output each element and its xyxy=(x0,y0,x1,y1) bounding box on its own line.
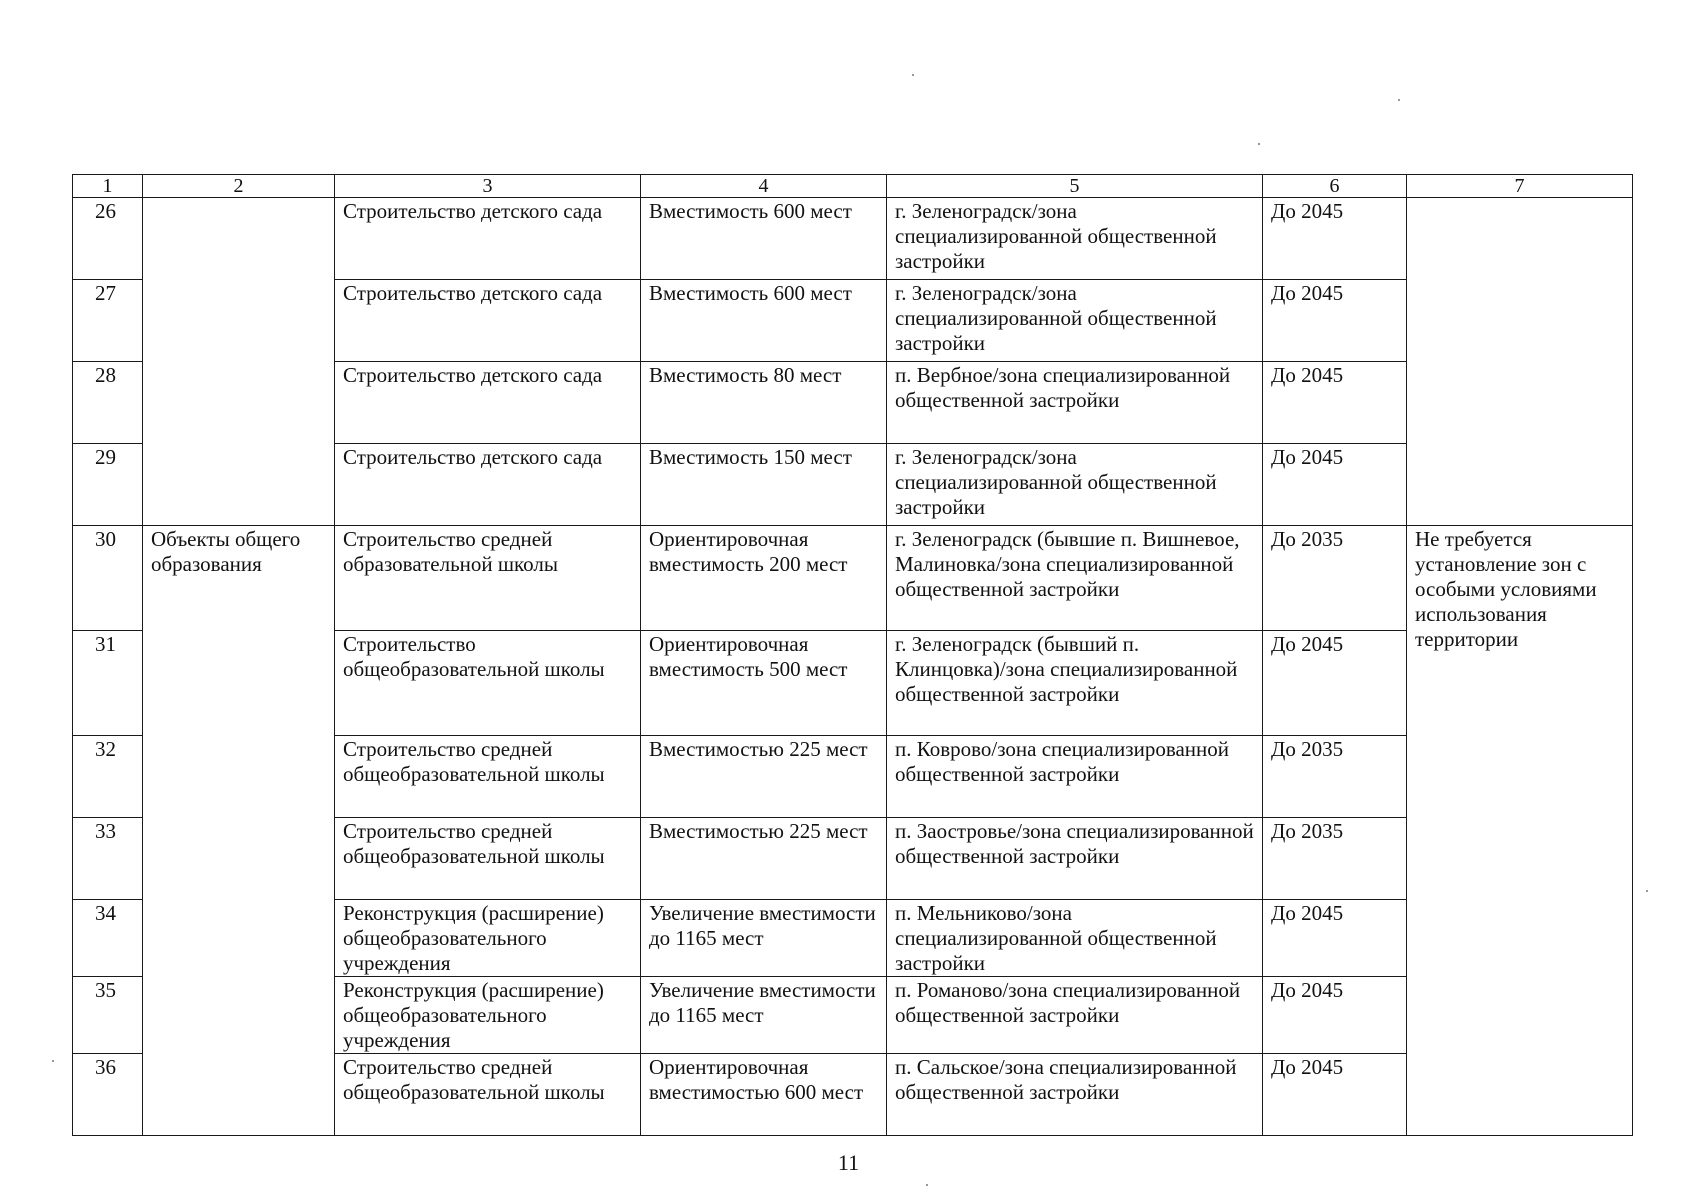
scan-speck xyxy=(1646,890,1648,892)
note-cell-preschool xyxy=(1407,198,1633,526)
row-number: 28 xyxy=(73,362,143,444)
capacity-cell: Вместимостью 225 мест xyxy=(641,736,887,818)
scan-speck xyxy=(52,1060,54,1062)
capacity-cell: Ориентировочная вместимостью 600 мест xyxy=(641,1054,887,1136)
deadline-cell: До 2045 xyxy=(1263,1054,1407,1136)
location-cell: п. Заостровье/зона специализированной общественной застройки xyxy=(887,818,1263,900)
object-name-cell: Строительство средней общеобразовательной школы xyxy=(335,1054,641,1136)
scan-speck xyxy=(912,74,914,76)
capacity-cell: Ориентировочная вместимость 500 мест xyxy=(641,631,887,736)
row-number: 36 xyxy=(73,1054,143,1136)
object-name-cell: Строительство детского сада xyxy=(335,280,641,362)
capacity-cell: Вместимость 150 мест xyxy=(641,444,887,526)
capacity-cell: Вместимость 80 мест xyxy=(641,362,887,444)
object-name-cell: Строительство детского сада xyxy=(335,362,641,444)
deadline-cell: До 2035 xyxy=(1263,736,1407,818)
row-number: 33 xyxy=(73,818,143,900)
column-header: 3 xyxy=(335,175,641,198)
column-header: 7 xyxy=(1407,175,1633,198)
object-name-cell: Строительство средней общеобразовательной школы xyxy=(335,736,641,818)
column-header: 6 xyxy=(1263,175,1407,198)
location-cell: п. Мельниково/зона специализированной общественной застройки xyxy=(887,900,1263,977)
location-cell: г. Зеленоградск/зона специализированной общественной застройки xyxy=(887,444,1263,526)
note-cell-school: Не требуется установление зон с особыми условиями использования территории xyxy=(1407,526,1633,1136)
deadline-cell: До 2045 xyxy=(1263,280,1407,362)
row-number: 31 xyxy=(73,631,143,736)
deadline-cell: До 2045 xyxy=(1263,631,1407,736)
location-cell: п. Романово/зона специализированной общественной застройки xyxy=(887,977,1263,1054)
deadline-cell: До 2045 xyxy=(1263,444,1407,526)
column-header: 2 xyxy=(143,175,335,198)
row-number: 30 xyxy=(73,526,143,631)
deadline-cell: До 2045 xyxy=(1263,977,1407,1054)
object-name-cell: Строительство детского сада xyxy=(335,198,641,280)
object-name-cell: Строительство общеобразовательной школы xyxy=(335,631,641,736)
column-header: 4 xyxy=(641,175,887,198)
header-row xyxy=(73,175,1633,198)
object-name-cell: Реконструкция (расширение) общеобразовательного учреждения xyxy=(335,977,641,1054)
row-number: 34 xyxy=(73,900,143,977)
group-cell-preschool xyxy=(143,198,335,526)
location-cell: п. Коврово/зона специализированной общественной застройки xyxy=(887,736,1263,818)
row-number: 29 xyxy=(73,444,143,526)
capacity-cell: Увеличение вместимости до 1165 мест xyxy=(641,900,887,977)
column-header: 1 xyxy=(73,175,143,198)
capacity-cell: Вместимость 600 мест xyxy=(641,280,887,362)
planning-table xyxy=(72,174,1633,1136)
deadline-cell: До 2045 xyxy=(1263,362,1407,444)
table-row xyxy=(73,526,1633,631)
location-cell: г. Зеленоградск (бывший п. Клинцовка)/зона специализированной общественной застройки xyxy=(887,631,1263,736)
table-row xyxy=(73,198,1633,280)
deadline-cell: До 2035 xyxy=(1263,818,1407,900)
row-number: 32 xyxy=(73,736,143,818)
object-name-cell: Реконструкция (расширение) общеобразовательного учреждения xyxy=(335,900,641,977)
object-name-cell: Строительство детского сада xyxy=(335,444,641,526)
capacity-cell: Вместимостью 225 мест xyxy=(641,818,887,900)
deadline-cell: До 2045 xyxy=(1263,198,1407,280)
location-cell: г. Зеленоградск/зона специализированной общественной застройки xyxy=(887,198,1263,280)
row-number: 35 xyxy=(73,977,143,1054)
object-name-cell: Строительство средней образовательной школы xyxy=(335,526,641,631)
row-number: 27 xyxy=(73,280,143,362)
location-cell: г. Зеленоградск/зона специализированной общественной застройки xyxy=(887,280,1263,362)
scan-speck xyxy=(926,1184,928,1186)
location-cell: г. Зеленоградск (бывшие п. Вишневое, Малиновка/зона специализированной общественной застройки xyxy=(887,526,1263,631)
scan-speck xyxy=(1398,99,1400,101)
column-header: 5 xyxy=(887,175,1263,198)
page-number: 11 xyxy=(837,1150,860,1175)
capacity-cell: Вместимость 600 мест xyxy=(641,198,887,280)
deadline-cell: До 2035 xyxy=(1263,526,1407,631)
capacity-cell: Ориентировочная вместимость 200 мест xyxy=(641,526,887,631)
group-cell-school: Объекты общего образования xyxy=(143,526,335,1136)
location-cell: п. Вербное/зона специализированной общественной застройки xyxy=(887,362,1263,444)
capacity-cell: Увеличение вместимости до 1165 мест xyxy=(641,977,887,1054)
deadline-cell: До 2045 xyxy=(1263,900,1407,977)
scan-speck xyxy=(1258,143,1260,145)
object-name-cell: Строительство средней общеобразовательной школы xyxy=(335,818,641,900)
location-cell: п. Сальское/зона специализированной общественной застройки xyxy=(887,1054,1263,1136)
row-number: 26 xyxy=(73,198,143,280)
